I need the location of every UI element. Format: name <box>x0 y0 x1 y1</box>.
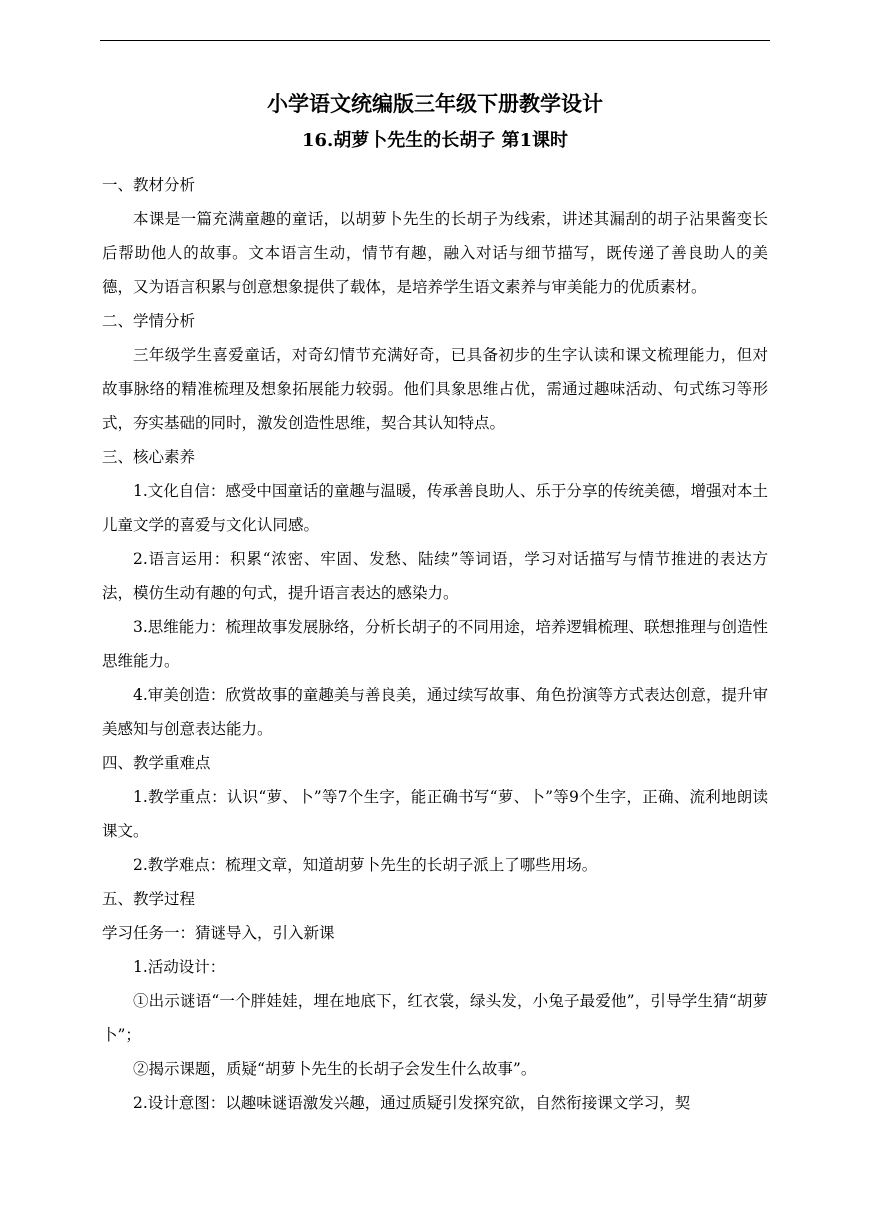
lesson-title: 16.胡萝卜先生的长胡子 第1课时 <box>301 130 569 151</box>
paragraph: ①出示谜语“一个胖娃娃，埋在地底下，红衣裳，绿头发，小兔子最爱他”，引导学生猜“胡萝卜”； <box>102 992 768 1044</box>
paragraph: ②揭示课题，质疑“胡萝卜先生的长胡子会发生什么故事”。 <box>133 1060 537 1078</box>
section-heading: 二、学情分析 <box>102 312 196 330</box>
paragraph: 2.语言运用：积累“浓密、牢固、发愁、陆续”等词语，学习对话描写与情节推进的表达方法，模仿生动有趣的句式，提升语言表达的感染力。 <box>102 550 768 602</box>
document-title: 小学语文统编版三年级下册教学设计 <box>267 91 603 116</box>
section-heading: 五、教学过程 <box>102 890 196 908</box>
section-heading: 一、教材分析 <box>102 176 196 194</box>
paragraph: 2.设计意图：以趣味谜语激发兴趣，通过质疑引发探究欲，自然衔接课文学习，契 <box>133 1094 691 1112</box>
paragraph: 2.教学难点：梳理文章，知道胡萝卜先生的长胡子派上了哪些用场。 <box>133 856 598 874</box>
paragraph: 三年级学生喜爱童话，对奇幻情节充满好奇，已具备初步的生字认读和课文梳理能力，但对故事脉络的精准梳理及想象拓展能力较弱。他们具象思维占优，需通过趣味活动、句式练习等形式，夯实基础的同时，激发创造性思维，契合其认知特点。 <box>102 346 768 432</box>
paragraph: 1.文化自信：感受中国童话的童趣与温暖，传承善良助人、乐于分享的传统美德，增强对本土儿童文学的喜爱与文化认同感。 <box>102 482 768 534</box>
section-heading: 三、核心素养 <box>102 448 196 466</box>
paragraph: 3.思维能力：梳理故事发展脉络，分析长胡子的不同用途，培养逻辑梳理、联想推理与创造性思维能力。 <box>102 618 768 670</box>
paragraph: 1.活动设计： <box>133 958 226 976</box>
task-heading: 学习任务一：猜谜导入，引入新课 <box>102 924 335 942</box>
document-body <box>102 86 768 1120</box>
section-heading: 四、教学重难点 <box>102 754 211 772</box>
paragraph: 1.教学重点：认识“萝、卜”等7个生字，能正确书写“萝、卜”等9个生字，正确、流利地朗读课文。 <box>102 788 768 840</box>
paragraph: 4.审美创造：欣赏故事的童趣美与善良美，通过续写故事、角色扮演等方式表达创意，提升审美感知与创意表达能力。 <box>102 686 768 738</box>
paragraph: 本课是一篇充满童趣的童话，以胡萝卜先生的长胡子为线索，讲述其漏刮的胡子沾果酱变长后帮助他人的故事。文本语言生动，情节有趣，融入对话与细节描写，既传递了善良助人的美德，又为语言积累与创意想象提供了载体，是培养学生语文素养与审美能力的优质素材。 <box>102 210 768 296</box>
header-rule <box>100 40 770 41</box>
